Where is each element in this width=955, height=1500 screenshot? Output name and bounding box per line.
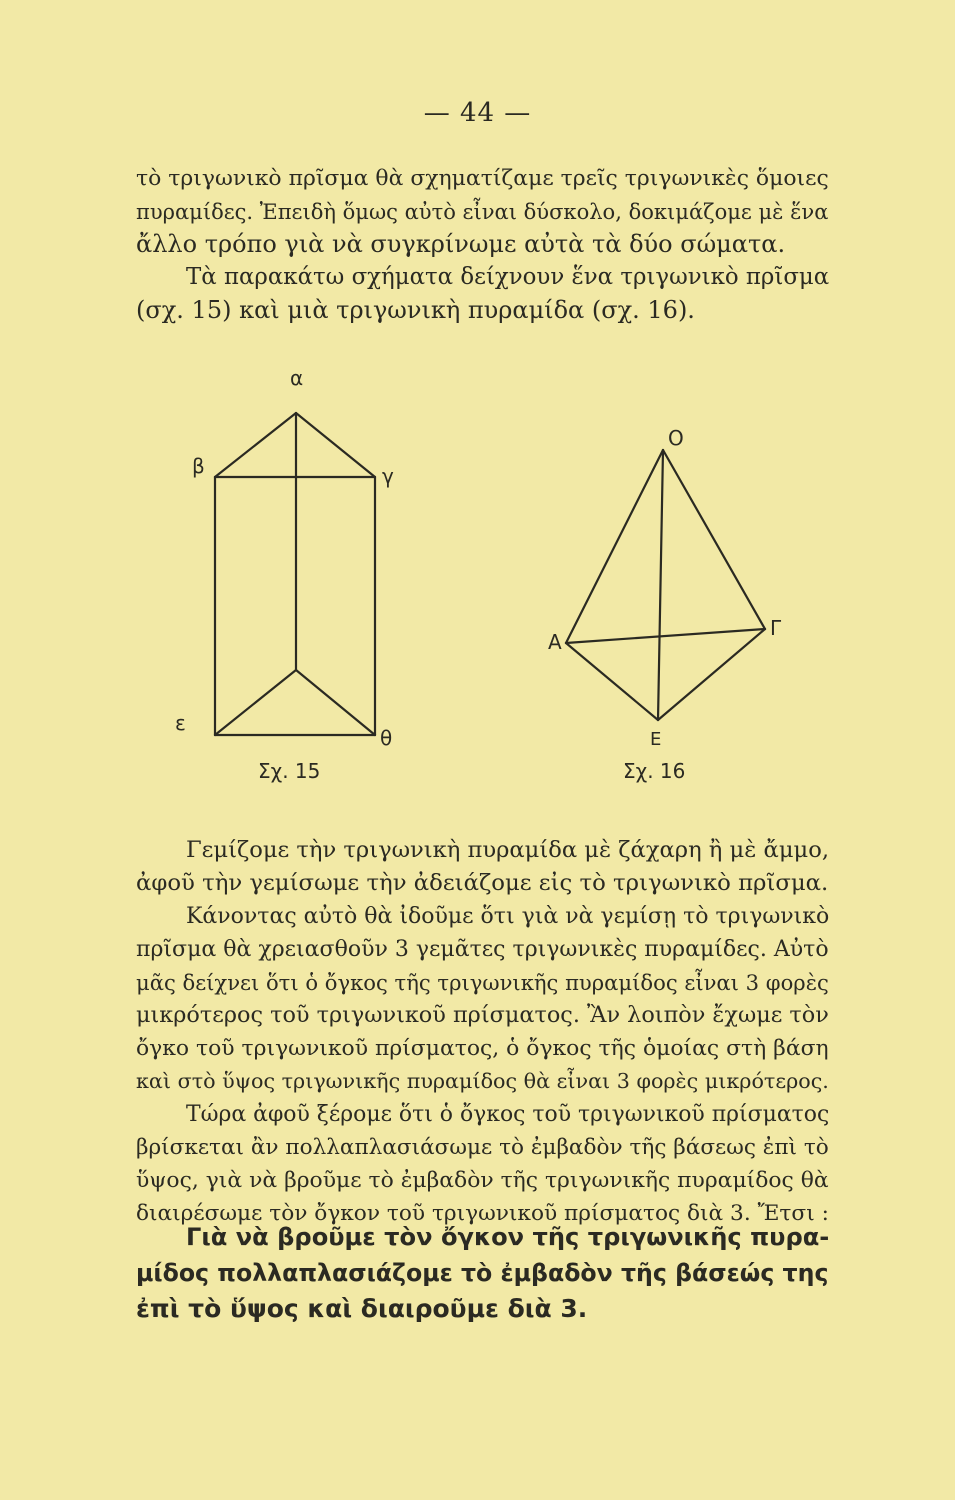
text-line: καὶ στὸ ὕψος τριγωνικῆς πυραμίδος θὰ εἶναι 3 φορὲς μικρότερος. bbox=[136, 1069, 829, 1093]
text-line: πυραμίδες. Ἐπειδὴ ὅμως αὐτὸ εἶναι δύσκολο, δοκιμάζομε μὲ ἕνα bbox=[136, 199, 829, 224]
rule-line: ἐπὶ τὸ ὕψος καὶ διαιροῦμε διὰ 3. bbox=[136, 1294, 588, 1323]
intro-paragraph bbox=[136, 162, 836, 327]
caption-figure-15: Σχ. 15 bbox=[258, 759, 321, 783]
caption-figure-16: Σχ. 16 bbox=[623, 759, 686, 783]
text-line: Γεμίζομε τὴν τριγωνικὴ πυραμίδα μὲ ζάχαρη ἢ μὲ ἄμμο, bbox=[186, 837, 830, 863]
figures bbox=[0, 345, 955, 805]
label-epsilon: ε bbox=[175, 711, 186, 735]
text-line: μᾶς δείχνει ὅτι ὁ ὄγκος τῆς τριγωνικῆς πυραμίδος εἶναι 3 φορὲς bbox=[136, 970, 829, 995]
page-number: — 44 — bbox=[423, 98, 532, 128]
label-theta: θ bbox=[380, 726, 393, 750]
rule-line: μίδος πολλαπλασιάζομε τὸ ἐμβαδὸν τῆς βάσεώς της bbox=[136, 1259, 829, 1287]
label-A: Α bbox=[548, 630, 562, 654]
text-line: τὸ τριγωνικὸ πρῖσμα θὰ σχηματίζαμε τρεῖς τριγωνικὲς ὅμοιες bbox=[136, 166, 829, 191]
main-paragraph bbox=[136, 834, 836, 1230]
text-line: (σχ. 15) καὶ μιὰ τριγωνικὴ πυραμίδα (σχ. 16). bbox=[136, 296, 695, 324]
label-gamma: γ bbox=[382, 464, 394, 488]
figure-15-prism bbox=[175, 366, 394, 783]
label-Gamma: Γ bbox=[770, 616, 782, 640]
label-omicron: Ο bbox=[668, 426, 684, 450]
text-line: ἀφοῦ τὴν γεμίσωμε τὴν ἀδειάζομε εἰς τὸ τριγωνικὸ πρῖσμα. bbox=[136, 870, 829, 896]
text-line: διαιρέσωμε τὸν ὄγκον τοῦ τριγωνικοῦ πρίσματος διὰ 3. Ἔτσι : bbox=[136, 1201, 829, 1226]
text-line: Τὰ παρακάτω σχήματα δείχνουν ἕνα τριγωνικὸ πρῖσμα bbox=[186, 264, 830, 290]
rule-line: Γιὰ νὰ βροῦμε τὸν ὄγκον τῆς τριγωνικῆς πυρα- bbox=[186, 1223, 830, 1251]
figure-16-pyramid bbox=[548, 426, 782, 783]
text-line: ἄλλο τρόπο γιὰ νὰ συγκρίνωμε αὐτὰ τὰ δύο σώματα. bbox=[136, 230, 786, 258]
text-line: βρίσκεται ἂν πολλαπλασιάσωμε τὸ ἐμβαδὸν τῆς βάσεως ἐπὶ τὸ bbox=[136, 1135, 829, 1160]
text-line: ὕψος, γιὰ νὰ βροῦμε τὸ ἐμβαδὸν τῆς τριγωνικῆς πυραμίδος θὰ bbox=[136, 1168, 829, 1193]
volume-rule bbox=[136, 1219, 836, 1327]
label-beta: β bbox=[192, 454, 205, 478]
text-line: Κάνοντας αὐτὸ θὰ ἰδοῦμε ὅτι γιὰ νὰ γεμίσῃ τὸ τριγωνικὸ bbox=[186, 904, 830, 929]
text-line: πρῖσμα θὰ χρειασθοῦν 3 γεμᾶτες τριγωνικὲς πυραμίδες. Αὐτὸ bbox=[136, 937, 829, 962]
text-line: ὄγκο τοῦ τριγωνικοῦ πρίσματος, ὁ ὄγκος τῆς ὁμοίας στὴ βάση bbox=[136, 1036, 829, 1061]
text-line: μικρότερος τοῦ τριγωνικοῦ πρίσματος. Ἂν λοιπὸν ἔχωμε τὸν bbox=[136, 1002, 829, 1028]
figures-svg bbox=[0, 345, 955, 805]
text-line: Τώρα ἀφοῦ ξέρομε ὅτι ὁ ὄγκος τοῦ τριγωνικοῦ πρίσματος bbox=[186, 1102, 830, 1127]
label-E: Ε bbox=[650, 729, 662, 750]
label-alpha: α bbox=[290, 366, 304, 390]
